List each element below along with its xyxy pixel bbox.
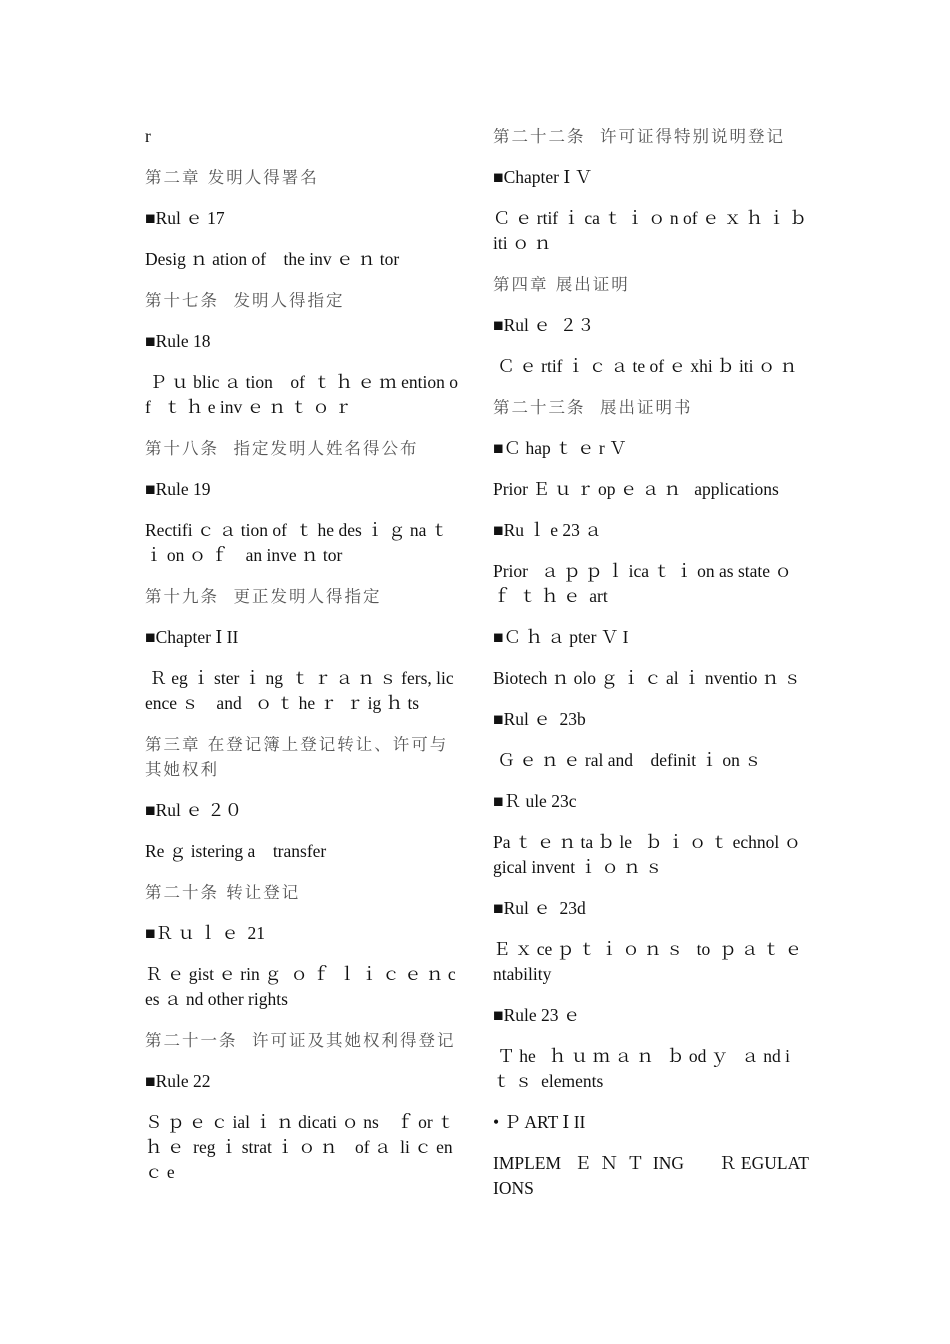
chinese-heading: 第三章 在登记簿上登记转让、许可与其她权利 (145, 735, 449, 779)
part-heading: • Ｐ ART Ⅰ II (493, 1112, 586, 1132)
right-column (493, 124, 812, 1217)
chinese-heading: 第二十一条 许可证及其她权利得登记 (145, 1031, 456, 1050)
english-title: Re ｇ istering a transfer (145, 841, 327, 861)
english-title: Ｃ ｅ rtif ｉ ｃ ａ te of ｅ xhi ｂ iti ｏ ｎ (493, 356, 798, 376)
english-title: Desig ｎ ation of the inv ｅ ｎ tor (145, 249, 400, 269)
chinese-heading: 第二十二条 许可证得特别说明登记 (493, 127, 785, 146)
rule-number: ■Rule 22 (145, 1071, 211, 1091)
chinese-heading: 第十八条 指定发明人姓名得公布 (145, 439, 419, 458)
rule-number: ■Ｃ hap ｔ ｅ r Ｖ (493, 438, 627, 458)
rule-number: ■Ｒ ｕ ｌ ｅ 21 (145, 923, 265, 943)
english-title: Prior ａ ｐ ｐ ｌ ica ｔ ｉ on as state ｏ ｆ ｔ ｈ ｅ art (493, 561, 797, 606)
english-title: Ｅ ｘ ce ｐ ｔ ｉ ｏ ｎ ｓ to ｐ ａ ｔ ｅ ntability (493, 939, 807, 984)
chinese-heading: 第十七条 发明人得指定 (145, 291, 345, 310)
rule-number: ■Chapter Ⅰ Ｖ (493, 167, 593, 187)
rule-number: ■Rul ｅ 23d (493, 898, 586, 918)
rule-number: ■Rule 18 (145, 331, 211, 351)
english-title: Ｒ ｅ gist ｅ rin ｇ ｏ ｆ ｌ ｉ ｃ ｅ ｎ ces ａ nd other rights (145, 964, 456, 1009)
english-title: Ｓ ｐ ｅ ｃ ial ｉ ｎ dicati ｏ ns ｆ or ｔ ｈ ｅ reg ｉ strat ｉ ｏ ｎ of ａ li ｃ en ｃ e (145, 1112, 459, 1182)
rule-number: ■Ｒ ule 23c (493, 791, 577, 811)
english-title: IMPLEM Ｅ Ｎ Ｔ ING Ｒ EGULATIONS (493, 1153, 809, 1198)
english-title: Ｇ ｅ ｎ ｅ ral and definit ｉ on ｓ (493, 750, 762, 770)
english-title: Ｒ eg ｉ ster ｉ ng ｔ ｒ ａ ｎ ｓ fers, licence ｓ and ｏ ｔ he ｒ ｒ ig ｈ ts (145, 668, 454, 713)
rule-number: ■Rule 23 ｅ (493, 1005, 581, 1025)
rule-number: ■Rule 19 (145, 479, 211, 499)
english-title: Ｃ ｅ rtif ｉ ca ｔ ｉ ｏ n of ｅ ｘ ｈ ｉ ｂ iti ｏ ｎ (493, 208, 812, 253)
english-title: Ｐ ｕ blic ａ tion of ｔ ｈ ｅ ｍ ention of ｔ ｈ e inv ｅ ｎ ｔ ｏ ｒ (145, 372, 459, 417)
chinese-heading: 第二章 发明人得署名 (145, 168, 319, 187)
rule-number: ■Rul ｅ 23b (493, 709, 586, 729)
chinese-heading: 第二十条 转让登记 (145, 883, 301, 902)
english-title: Rectifi ｃ ａ tion of ｔ he des ｉ ｇ na ｔ ｉ on ｏ ｆ an inve ｎ tor (145, 520, 453, 565)
rule-number: ■Rul ｅ ２３ (493, 315, 595, 335)
english-title: Pa ｔ ｅ ｎ ta ｂ le ｂ ｉ ｏ ｔ echnol ｏ gical invent ｉ ｏ ｎ ｓ (493, 832, 806, 877)
chinese-heading: 第二十三条 展出证明书 (493, 398, 693, 417)
chinese-heading: 第十九条 更正发明人得指定 (145, 587, 382, 606)
english-title: Prior Ｅ ｕ ｒ op ｅ ａ ｎ applications (493, 479, 779, 499)
rule-number: ■Ｃ ｈ ａ pter Ｖ I (493, 627, 629, 647)
english-title: Biotech ｎ olo ｇ ｉ ｃ al ｉ nventio ｎ ｓ (493, 668, 802, 688)
left-column (145, 124, 461, 1201)
english-title: r (145, 126, 151, 146)
chinese-heading: 第四章 展出证明 (493, 275, 630, 294)
rule-number: ■Rul ｅ 17 (145, 208, 225, 228)
rule-number: ■Rul ｅ ２０ (145, 800, 243, 820)
rule-number: ■Chapter Ⅰ II (145, 627, 239, 647)
rule-number: ■Ru ｌ e 23 ａ (493, 520, 602, 540)
english-title: Ｔ he ｈ ｕ ｍ ａ ｎ ｂ od ｙ ａ nd i ｔ ｓ elements (493, 1046, 795, 1091)
